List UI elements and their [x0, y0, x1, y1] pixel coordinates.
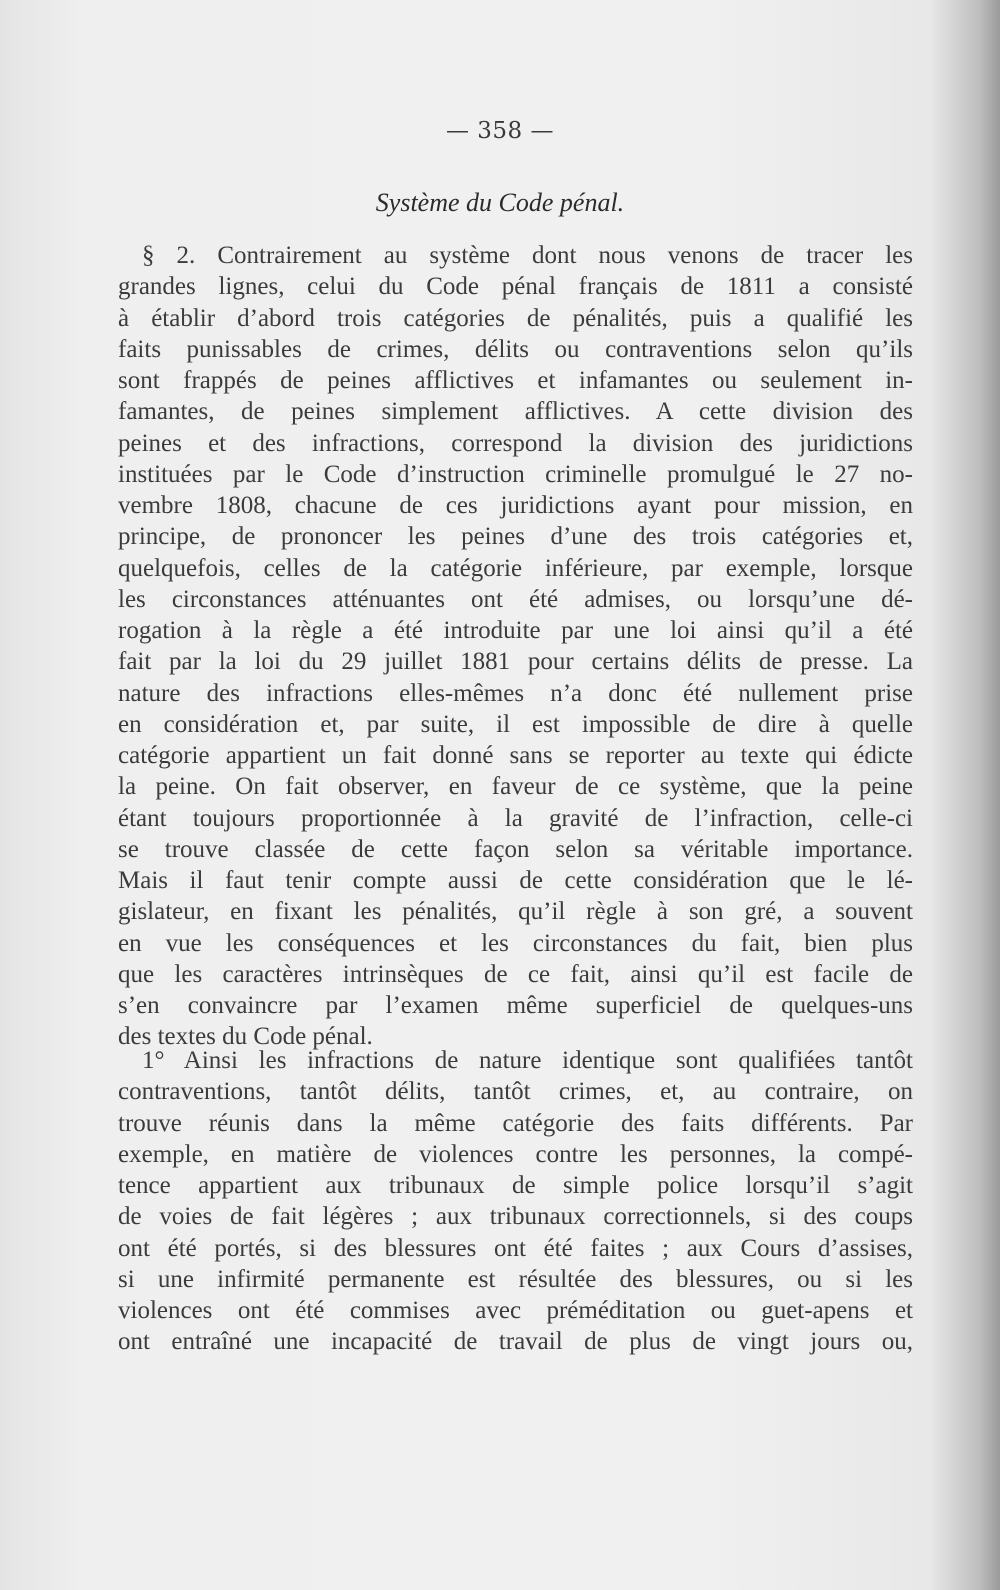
text-line: peines et des infractions, correspond la division des juridictions	[118, 429, 913, 457]
text-line: § 2. Contrairement au système dont nous venons de tracer les	[142, 242, 913, 269]
section-title: Système du Code pénal.	[375, 188, 625, 217]
text-line: se trouve classée de cette façon selon sa véritable importance.	[118, 835, 913, 863]
text-line: de voies de fait légères ; aux tribunaux correctionnels, si des coups	[118, 1203, 913, 1231]
text-line: instituées par le Code d’instruction criminelle promulgué le 27 no-	[118, 460, 913, 488]
text-line: catégorie appartient un fait donné sans se reporter au texte qui édicte	[118, 742, 913, 769]
paragraph-section-2	[118, 240, 913, 1053]
text-line: sont frappés de peines afflictives et infamantes ou seulement in-	[118, 367, 913, 394]
text-line: gislateur, en fixant les pénalités, qu’il règle à son gré, a souvent	[118, 898, 913, 926]
text-line: des textes du Code pénal.	[118, 1023, 373, 1051]
text-line: Mais il faut tenir compte aussi de cette considération que le lé-	[118, 867, 913, 894]
text-line: la peine. On fait observer, en faveur de ce système, que la peine	[118, 773, 913, 801]
text-line: à établir d’abord trois catégories de pénalités, puis a qualifié les	[118, 304, 913, 332]
text-line: en vue les conséquences et les circonstances du fait, bien plus	[118, 929, 913, 957]
text-line: les circonstances atténuantes ont été admises, ou lorsqu’une dé-	[118, 585, 913, 613]
text-line: nature des infractions elles-mêmes n’a donc été nullement prise	[118, 679, 913, 707]
text-line: ont été portés, si des blessures ont été faites ; aux Cours d’assises,	[118, 1234, 913, 1262]
text-line: s’en convaincre par l’examen même superficiel de quelques-uns	[118, 992, 913, 1019]
text-line: vembre 1808, chacune de ces juridictions ayant pour mission, en	[118, 492, 913, 519]
text-line: ont entraîné une incapacité de travail de plus de vingt jours ou,	[118, 1328, 913, 1356]
text-line: en considération et, par suite, il est impossible de dire à quelle	[118, 710, 913, 738]
text-line: tence appartient aux tribunaux de simple police lorsqu’il s’agit	[118, 1172, 913, 1199]
text-line: étant toujours proportionnée à la gravité de l’infraction, celle-ci	[118, 804, 913, 832]
text-line: 1° Ainsi les infractions de nature identique sont qualifiées tantôt	[142, 1047, 913, 1074]
text-line: si une infirmité permanente est résultée des blessures, ou si les	[118, 1265, 913, 1293]
text-line: que les caractères intrinsèques de ce fait, ainsi qu’il est facile de	[118, 960, 913, 988]
text-line: violences ont été commises avec préméditation ou guet-apens et	[118, 1297, 913, 1324]
text-line: famantes, de peines simplement afflictives. A cette division des	[118, 398, 913, 426]
paragraph-point-1	[118, 1045, 913, 1358]
text-line: quelquefois, celles de la catégorie inférieure, par exemple, lorsque	[118, 554, 913, 582]
text-line: exemple, en matière de violences contre les personnes, la compé-	[118, 1140, 913, 1168]
text-line: faits punissables de crimes, délits ou contraventions selon qu’ils	[118, 335, 913, 363]
text-line: contraventions, tantôt délits, tantôt crimes, et, au contraire, on	[118, 1078, 913, 1106]
text-line: principe, de prononcer les peines d’une des trois catégories et,	[118, 523, 913, 551]
text-line: fait par la loi du 29 juillet 1881 pour certains délits de presse. La	[118, 648, 913, 676]
text-line: trouve réunis dans la même catégorie des faits différents. Par	[118, 1109, 913, 1137]
text-line: rogation à la règle a été introduite par une loi ainsi qu’il a été	[118, 617, 913, 644]
text-line: grandes lignes, celui du Code pénal français de 1811 a consisté	[118, 273, 913, 301]
page-number: — 358 —	[445, 118, 555, 144]
